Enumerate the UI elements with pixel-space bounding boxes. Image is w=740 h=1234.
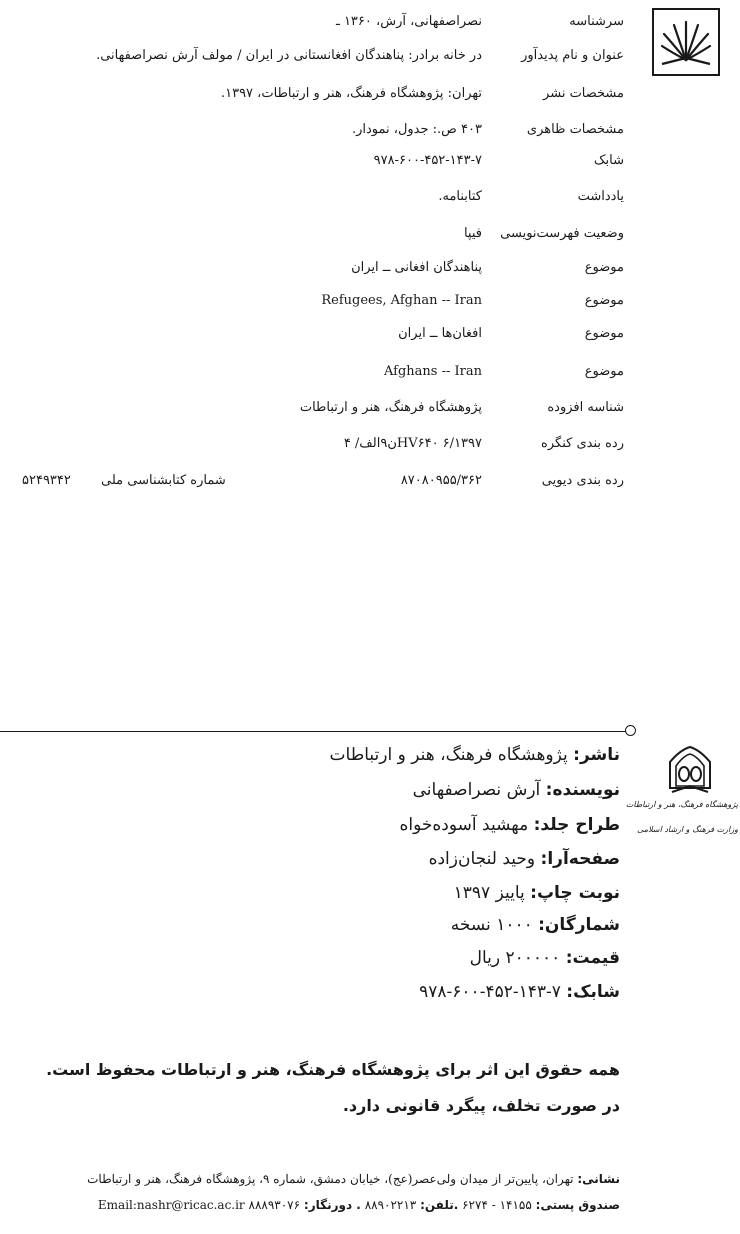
cip-row [0,189,740,215]
cip-label: یادداشت [577,189,624,204]
colophon-value: آرش نصراصفهانی [412,780,541,800]
cip-row [0,364,740,390]
cip-row [0,226,740,252]
fax-value: ۸۸۸۹۳۰۷۶ [248,1198,301,1212]
cip-value: تهران: پژوهشگاه فرهنگ، هنر و ارتباطات، ۱۳۹۷. [220,86,482,101]
cip-label: سرشناسه [569,14,624,29]
colophon-label: صفحه‌آرا: [540,849,620,869]
email-link[interactable]: Email:nashr@ricac.ac.ir [97,1198,245,1212]
cip-row [0,48,740,74]
colophon-line [200,780,620,800]
cip-value: کتابنامه. [438,189,482,204]
colophon-value: پژوهشگاه فرهنگ، هنر و ارتباطات [329,745,568,765]
cip-value: افغان‌ها ــ ایران [398,326,482,341]
cip-label: مشخصات ظاهری [526,122,624,137]
cip-value: فیپا [463,226,482,241]
phone-value: ۸۸۹۰۲۲۱۳ [364,1198,417,1212]
cip-row [0,153,740,179]
national-id [22,473,226,488]
cip-label: موضوع [584,260,624,275]
address-label: نشانی: [577,1172,620,1186]
colophon-line [200,982,620,1002]
institute-emblem-icon [660,742,720,832]
colophon-line [200,745,620,765]
cip-value: Refugees, Afghan -- Iran [321,293,482,308]
colophon-line [200,849,620,869]
cip-label: مشخصات نشر [543,86,624,101]
colophon-label: شمارگان: [538,915,620,935]
cip-value: پناهندگان افغانی ــ ایران [351,260,482,275]
colophon-label: قیمت: [565,948,620,968]
cip-value: نصراصفهانی، آرش، ۱۳۶۰ ـ [335,14,482,29]
cip-row [0,400,740,426]
cip-value: ۸۷۰۸۰۹۵۵/۳۶۲ [400,473,482,488]
cip-row [0,14,740,40]
colophon-label: ناشر: [573,745,620,765]
cip-value: ۴۰۳ ص.: جدول، نمودار. [351,122,482,137]
section-divider [0,731,626,732]
colophon-label: نویسنده: [545,780,620,800]
institute-name-label: پژوهشگاه فرهنگ، هنر و ارتباطات [625,800,738,809]
po-box-label: صندوق پستی: [535,1198,620,1212]
divider-circle-icon [625,725,636,736]
cip-label: عنوان و نام پدیدآور [521,48,624,63]
ministry-name-label: وزارت فرهنگ و ارشاد اسلامی [637,825,738,834]
colophon-value: ۷-۱۴۳-۴۵۲-۶۰۰-۹۷۸ [419,982,561,1002]
cip-label: موضوع [584,364,624,379]
cip-label: رده بندی کنگره [541,436,624,451]
address-value: تهران، پایین‌تر از میدان ولی‌عصر(عج)، خیابان دمشق، شماره ۹، پژوهشگاه فرهنگ، هنر و ارتباطات [87,1172,574,1186]
fax-label: . دورنگار: [303,1198,361,1212]
cip-label: شناسه افزوده [547,400,624,415]
rights-notice: همه حقوق این اثر برای پژوهشگاه فرهنگ، هنر و ارتباطات محفوظ است. [46,1060,620,1079]
cip-value: Afghans -- Iran [384,364,482,379]
cip-label: وضعیت فهرست‌نویسی [500,226,624,241]
colophon-value: پاییز ۱۳۹۷ [453,883,525,903]
colophon-value: وحید لنجان‌زاده [428,849,536,869]
address-line [0,1172,620,1186]
colophon-label: شابک: [566,982,620,1002]
colophon-line [200,815,620,835]
contact-line [0,1198,620,1212]
national-id-label: شماره کتابشناسی ملی [101,473,226,488]
national-id-value: ۵۲۴۹۳۴۲ [22,473,71,488]
colophon-label: طراح جلد: [533,815,620,835]
cip-value: پژوهشگاه فرهنگ، هنر و ارتباطات [299,400,482,415]
phone-label: .تلفن: [420,1198,459,1212]
colophon-label: نوبت چاپ: [530,883,620,903]
cip-value: ۱۳۹۷/HV۶۴۰ ۶ن۹الف/ ۴ [343,436,482,451]
colophon-value: ۲۰۰۰۰۰ ریال [469,948,561,968]
cip-label: موضوع [584,326,624,341]
cip-value: در خانه برادر: پناهندگان افغانستانی در ایران / مولف آرش نصراصفهانی. [96,48,482,63]
cip-label: موضوع [584,293,624,308]
colophon-line [200,883,620,903]
cip-value: ۹۷۸-۶۰۰-۴۵۲-۱۴۳-۷ [373,153,482,168]
rights-penalty-notice: در صورت تخلف، پیگرد قانونی دارد. [342,1096,620,1115]
po-box-value: ۱۴۱۵۵ - ۶۲۷۴ [462,1198,532,1212]
cip-row [0,293,740,319]
colophon-line [200,915,620,935]
cip-row [0,436,740,462]
cip-row [0,260,740,286]
cip-row [0,326,740,352]
cip-row [0,86,740,112]
cip-label: رده بندی دیویی [541,473,624,488]
cip-label: شابک [593,153,624,168]
colophon-value: مهشید آسوده‌خواه [399,815,529,835]
cip-row [0,473,740,499]
colophon-value: ۱۰۰۰ نسخه [450,915,533,935]
colophon-line [200,948,620,968]
cip-row [0,122,740,148]
